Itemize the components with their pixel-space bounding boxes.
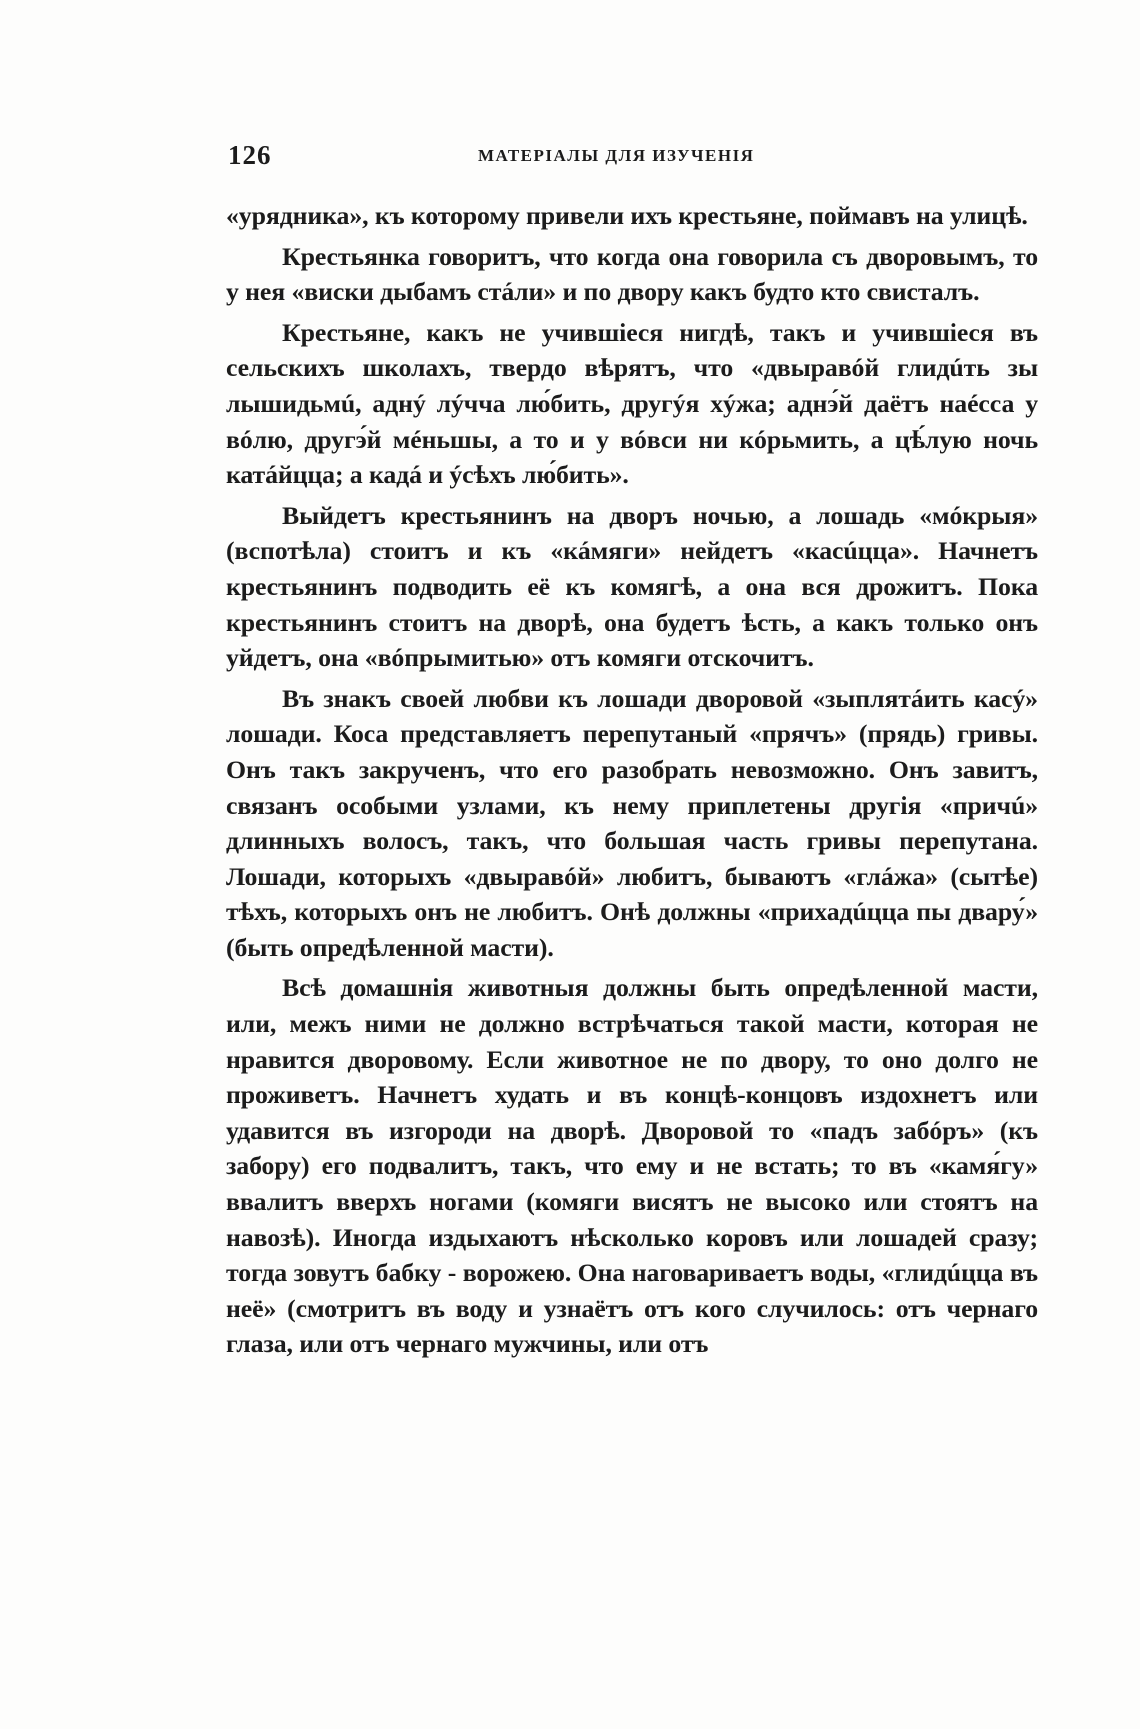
paragraph: Выйдетъ крестьянинъ на дворъ ночью, а лошадь «мóкрыя» (вспотѣла) стоитъ и къ «кáмяги» нейдетъ «касúцца». Начнетъ крестьянинъ подводить её къ комягѣ, а она вся дрожитъ. Пока крестьянинъ стоитъ на дворѣ, она будетъ ѣсть, а какъ только онъ уйдетъ, она «вóпрымитью» отъ комяги отскочитъ. bbox=[226, 500, 1038, 673]
running-title: МАТЕРІАЛЫ ДЛЯ ИЗУЧЕНІЯ bbox=[478, 146, 755, 165]
paragraph: «урядника», къ которому привели ихъ крестьяне, поймавъ на улицѣ. bbox=[226, 201, 1028, 230]
paragraph: Въ знакъ своей любви къ лошади дворовой «зыплятáить касý» лошади. Коса представляетъ перепутаный «прячъ» (прядь) гривы. Онъ такъ закрученъ, что его разобрать невозможно. Онъ завитъ, связанъ особыми узлами, къ нему приплетены другія «причú» длинныхъ волосъ, такъ, что большая часть гривы перепутана. Лошади, которыхъ «двыравóй» любитъ, бываютъ «глáжа» (сытѣе) тѣхъ, которыхъ онъ не любитъ. Онѣ должны «прихадúцца пы двару́» (быть опредѣленной масти). bbox=[226, 683, 1038, 962]
page-header bbox=[228, 140, 1038, 176]
paragraph: Крестьяне, какъ не учившіеся нигдѣ, такъ и учившіеся въ сельскихъ школахъ, твердо вѣрятъ, что «двыравóй глидúть зы лышидьмú, аднý лýчча лю́бить, другýя хýжа; аднэ́й даётъ наéсса у вóлю, другэ́й мéньшы, а то и у вóвси ни кóрьмить, а цѣ́лую ночь катáйцца; а кадá и ýсѣхъ лю́бить». bbox=[226, 317, 1038, 490]
paragraph: Всѣ домашнія животныя должны быть опредѣленной масти, или, межъ ними не должно встрѣчаться такой масти, которая не нравится дворовому. Если животное не по двору, то оно долго не проживетъ. Начнетъ худать и въ концѣ-концовъ издохнетъ или удавится въ изгороди на дворѣ. Дворовой то «падъ забóръ» (къ забору) его подвалитъ, такъ, что ему и не встать; то въ «камя́гу» ввалитъ вверхъ ногами (комяги висятъ не высоко или стоятъ на навозѣ). Иногда издыхаютъ нѣсколько коровъ или лошадей сразу; тогда зовутъ бабку - ворожею. Она наговариваетъ воды, «глидúцца въ неё» (смотритъ въ воду и узнаётъ отъ кого случилось: отъ чернаго глаза, или отъ чернаго мужчины, или отъ bbox=[226, 973, 1038, 1359]
page-number: 126 bbox=[228, 140, 272, 170]
body-text bbox=[226, 198, 1038, 1367]
paragraph: Крестьянка говоритъ, что когда она говорила съ дворовымъ, то у нея «виски дыбамъ стáли» и по двору какъ будто кто свисталъ. bbox=[226, 241, 1038, 307]
